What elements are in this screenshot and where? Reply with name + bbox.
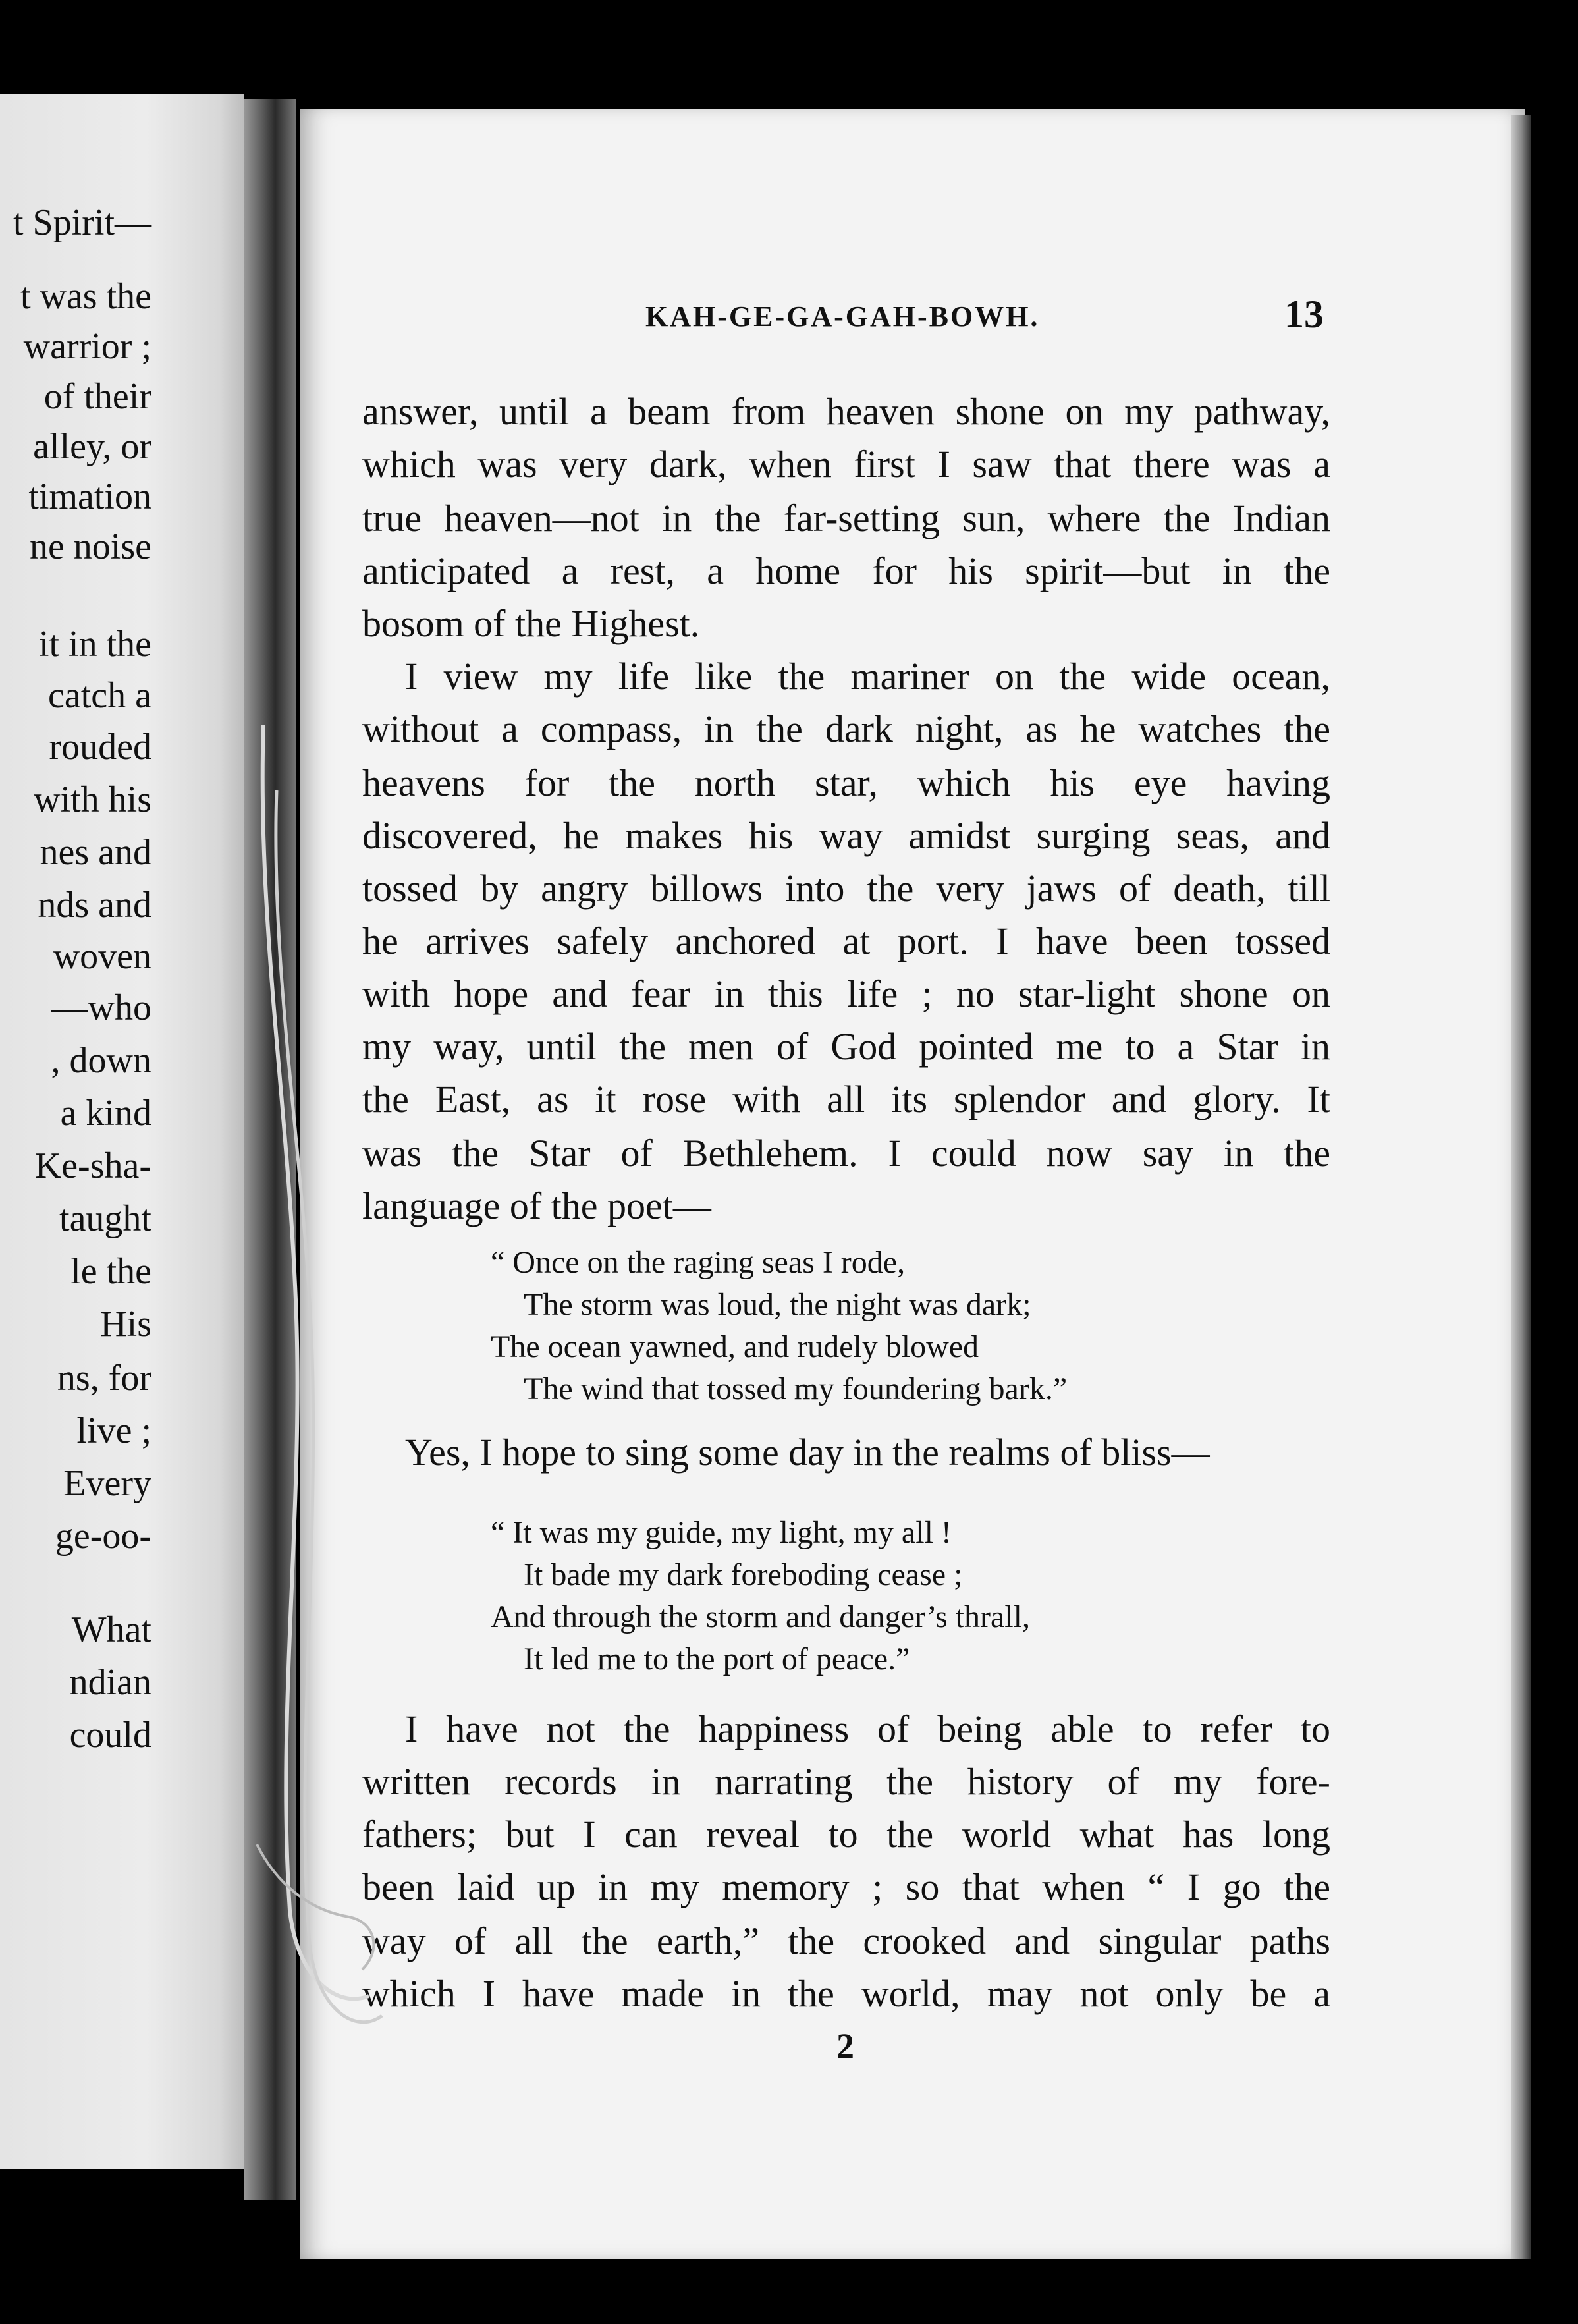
verse-2-line: And through the storm and danger’s thrall, — [491, 1599, 1030, 1634]
paragraph-4-line: been laid up in my memory ; so that when “ I go the — [362, 1866, 1330, 1908]
left-page-line: t Spirit— — [13, 202, 151, 243]
left-page-line: taught — [59, 1198, 151, 1239]
paragraph-2-line: my way, until the men of God pointed me to a Star in — [362, 1025, 1330, 1068]
left-page-line: nes and — [40, 832, 151, 873]
paragraph-1-line: answer, until a beam from heaven shone on my pathway, — [362, 390, 1330, 433]
binding-thread — [250, 725, 395, 2055]
left-page-line: Ke-sha- — [34, 1146, 151, 1186]
paragraph-4-line: written records in narrating the history of my fore- — [362, 1760, 1330, 1803]
left-page-line: —who — [51, 987, 151, 1028]
paragraph-2-line: the East, as it rose with all its splendor and glory. It — [362, 1078, 1330, 1120]
left-page-line: ne noise — [29, 526, 151, 567]
paragraph-2-line: tossed by angry billows into the very jaws of death, till — [362, 867, 1330, 910]
paragraph-4-line: which I have made in the world, may not only be a — [362, 1972, 1330, 2015]
verse-1-line: The wind that tossed my foundering bark.” — [524, 1371, 1068, 1406]
paragraph-2-line: he arrives safely anchored at port. I have been tossed — [362, 920, 1330, 962]
paragraph-2-line: was the Star of Bethlehem. I could now say in the — [362, 1132, 1330, 1175]
left-page-line: with his — [34, 779, 151, 820]
page-number: 13 — [1284, 292, 1324, 336]
left-page-line: could — [69, 1715, 151, 1756]
running-head: KAH-GE-GA-GAH-BOWH. — [645, 300, 1040, 333]
left-page-line: alley, or — [33, 426, 151, 467]
left-page-line: timation — [28, 476, 151, 517]
paragraph-4-line: fathers; but I can reveal to the world what has long — [362, 1813, 1330, 1856]
verse-2-line: “ It was my guide, my light, my all ! — [491, 1515, 952, 1550]
right-page — [300, 109, 1525, 2259]
left-page-line: it in the — [38, 624, 151, 665]
left-page-line: le the — [70, 1251, 151, 1292]
left-page-line: rouded — [49, 727, 151, 767]
left-page-line: ndian — [69, 1662, 151, 1703]
left-page-line: What — [71, 1609, 151, 1650]
verse-1-line: The storm was loud, the night was dark; — [524, 1287, 1031, 1322]
left-page-line: a kind — [60, 1093, 151, 1134]
left-page-line: ns, for — [57, 1358, 151, 1398]
paragraph-4-line: way of all the earth,” the crooked and singular paths — [362, 1920, 1330, 1962]
verse-1-line: “ Once on the raging seas I rode, — [491, 1245, 906, 1280]
verse-2-line: It led me to the port of peace.” — [524, 1642, 910, 1676]
left-page-line: catch a — [48, 675, 151, 716]
verse-2-line: It bade my dark foreboding cease ; — [524, 1557, 963, 1592]
paragraph-3-line: Yes, I hope to sing some day in the realms of bliss— — [405, 1431, 1210, 1474]
left-page-fragment — [0, 94, 244, 2169]
verse-1-line: The ocean yawned, and rudely blowed — [491, 1329, 979, 1364]
paragraph-2-line: I view my life like the mariner on the wide ocean, — [405, 655, 1330, 698]
left-page-line: live ; — [76, 1410, 151, 1451]
left-page-line: His — [100, 1304, 151, 1344]
paragraph-4-line: I have not the happiness of being able to refer to — [405, 1707, 1330, 1750]
paragraph-1-line: true heaven—not in the far-setting sun, where the Indian — [362, 497, 1330, 540]
left-page-line: ge-oo- — [55, 1516, 151, 1557]
left-page-line: woven — [53, 936, 151, 977]
paragraph-1-line: bosom of the Highest. — [362, 602, 700, 645]
paragraph-2-line: without a compass, in the dark night, as he watches the — [362, 707, 1330, 750]
signature-mark: 2 — [836, 2026, 854, 2066]
paragraph-1-line: which was very dark, when first I saw that there was a — [362, 443, 1330, 485]
left-page-line: of their — [43, 376, 151, 417]
left-page-line: , down — [51, 1040, 151, 1081]
paragraph-2-line: discovered, he makes his way amidst surging seas, and — [362, 814, 1330, 857]
left-page-line: t was the — [20, 276, 151, 317]
paragraph-1-line: anticipated a rest, a home for his spirit—but in the — [362, 549, 1330, 592]
left-page-line: Every — [63, 1463, 151, 1504]
left-page-line: nds and — [38, 885, 151, 926]
left-page-line: warrior ; — [23, 326, 151, 367]
paragraph-2-line: with hope and fear in this life ; no star-light shone on — [362, 972, 1330, 1015]
paragraph-2-line: language of the poet— — [362, 1184, 711, 1227]
page-edge-shadow — [1511, 115, 1531, 2259]
paragraph-2-line: heavens for the north star, which his eye having — [362, 761, 1330, 804]
